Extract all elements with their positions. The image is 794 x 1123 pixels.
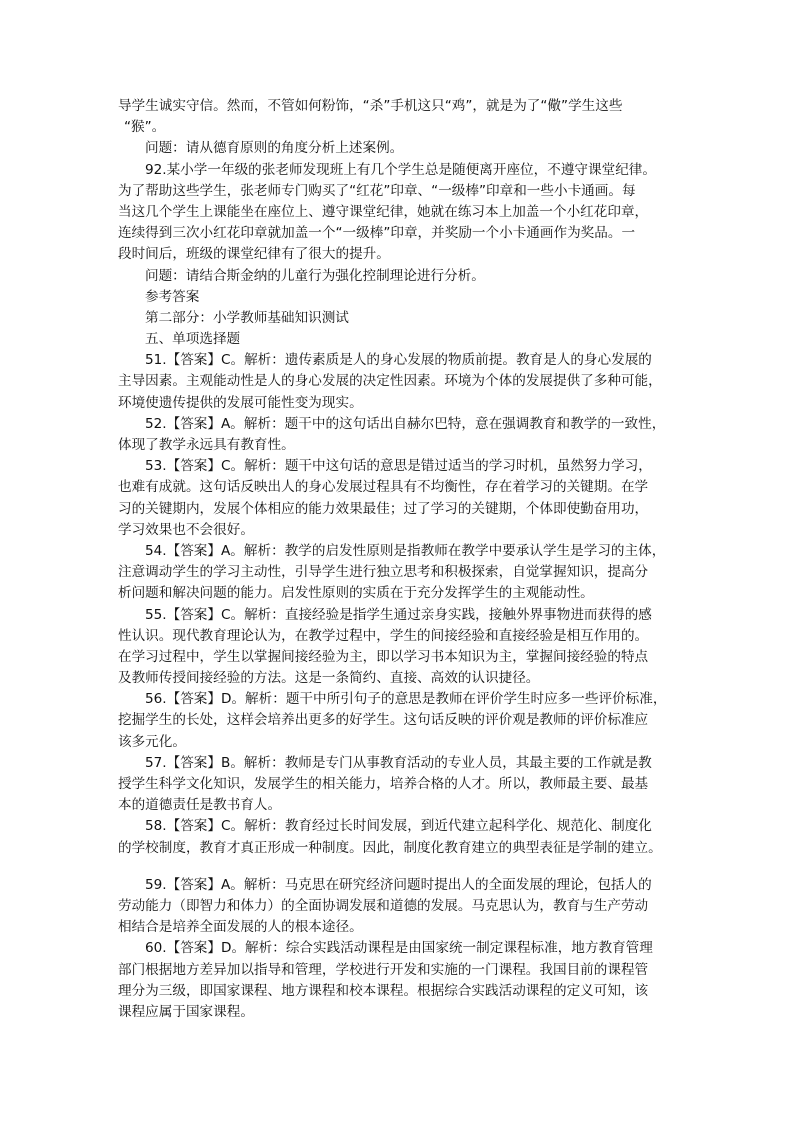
text-line: 导学生诚实守信。然而，不管如何粉饰，“杀”手机这只“鸡”，就是为了“儆”学生这些 bbox=[118, 98, 623, 114]
paragraph bbox=[118, 938, 688, 1023]
paragraph bbox=[118, 308, 688, 329]
text-line: 54.【答案】A。解析：教学的启发性原则是指教师在教学中要承认学生是学习的主体， bbox=[145, 542, 666, 559]
text-line: 本的道德责任是教书育人。 bbox=[118, 797, 282, 814]
text-line: 挖掘学生的长处，这样会培养出更多的好学生。这句话反映的评价观是教师的评价标准应 bbox=[118, 712, 649, 729]
text-line: 第二部分：小学教师基础知识测试 bbox=[145, 309, 349, 326]
text-line: 连续得到三次小红花印章就加盖一个“一级棒”印章，并奖励一个小卡通画作为奖品。一 bbox=[118, 225, 636, 242]
text-line: 为了帮助这些学生，张老师专门购买了“红花”印章、“一级棒”印章和一些小卡通画。每 bbox=[118, 182, 636, 199]
paragraph bbox=[118, 456, 688, 541]
text-line: 授学生科学文化知识，发展学生的相关能力，培养合格的人才。所以，教师最主要、最基 bbox=[118, 776, 649, 792]
paragraph bbox=[118, 816, 688, 858]
paragraph bbox=[118, 414, 688, 456]
text-line: 56.【答案】D。解析：题干中所引句子的意思是教师在评价学生时应多一些评价标准， bbox=[145, 691, 667, 708]
text-line: 问题：请结合斯金纳的儿童行为强化控制理论进行分析。 bbox=[145, 267, 485, 284]
paragraph bbox=[118, 160, 688, 266]
paragraph bbox=[118, 605, 688, 690]
text-line: 劳动能力（即智力和体力）的全面协调发展和道德的发展。马克思认为，教育与生产劳动 bbox=[118, 897, 649, 914]
text-line: 60.【答案】D。解析：综合实践活动课程是由国家统一制定课程标准，地方教育管理 bbox=[145, 940, 653, 957]
text-line: 段时间后，班级的课堂纪律有了很大的提升。 bbox=[118, 246, 390, 263]
text-line: 也难有成就。这句话反映出人的身心发展过程具有不均衡性，存在着学习的关键期。在学 bbox=[118, 479, 649, 496]
paragraph bbox=[118, 329, 688, 350]
text-line: 在学习过程中，学生以掌握间接经验为主，即以学习书本知识为主，掌握间接经验的特点 bbox=[118, 648, 649, 665]
text-line: 58.【答案】C。解析：教育经过长时间发展，到近代建立起科学化、规范化、制度化 bbox=[145, 818, 652, 835]
paragraph bbox=[118, 875, 688, 939]
text-line: 53.【答案】C。解析：题干中这句话的意思是错过适当的学习时机，虽然努力学习， bbox=[145, 458, 652, 475]
text-line: 注意调动学生的学习主动性，引导学生进行独立思考和积极探索，自觉掌握知识，提高分 bbox=[118, 564, 649, 581]
paragraph bbox=[118, 541, 688, 605]
paragraph bbox=[118, 287, 688, 308]
text-line: 问题：请从德育原则的角度分析上述案例。 bbox=[145, 140, 404, 157]
text-line: 习的关键期内，发展个体相应的能力效果最佳；过了学习的关键期，个体即使勤奋用功， bbox=[118, 500, 649, 517]
text-line: 的学校制度，教育才真正形成一种制度。因此，制度化教育建立的典型表征是学制的建立。 bbox=[118, 839, 662, 856]
text-line: 析问题和解决问题的能力。启发性原则的实质在于充分发挥学生的主观能动性。 bbox=[118, 585, 594, 602]
paragraph bbox=[118, 753, 688, 817]
text-line: 课程应属于国家课程。 bbox=[118, 1003, 254, 1020]
text-line: 体现了教学永远具有教育性。 bbox=[118, 437, 295, 453]
text-line: 环境使遗传提供的发展可能性变为现实。 bbox=[118, 394, 363, 411]
text-line: 主导因素。主观能动性是人的身心发展的决定性因素。环境为个体的发展提供了多种可能， bbox=[118, 373, 662, 390]
text-line: 52.【答案】A。解析：题干中的这句话出自赫尔巴特，意在强调教育和教学的一致性， bbox=[145, 415, 666, 432]
paragraph bbox=[118, 266, 688, 287]
text-line: 相结合是培养全面发展的人的根本途径。 bbox=[118, 919, 363, 936]
paragraph bbox=[118, 689, 688, 753]
text-line: 57.【答案】B。解析：教师是专门从事教育活动的专业人员，其最主要的工作就是教 bbox=[145, 754, 652, 771]
text-line: 92.某小学一年级的张老师发现班上有几个学生总是随便离开座位，不遵守课堂纪律。 bbox=[145, 161, 656, 178]
text-line: 及教师传授间接经验的方法。这是一条简约、直接、高效的认识捷径。 bbox=[118, 670, 540, 687]
paragraph bbox=[118, 96, 688, 138]
document-page bbox=[118, 96, 688, 1023]
text-line: 51.【答案】C。解析：遗传素质是人的身心发展的物质前提。教育是人的身心发展的 bbox=[145, 352, 652, 369]
text-line: 参考答案 bbox=[145, 288, 200, 305]
text-line: 学习效果也不会很好。 bbox=[118, 521, 254, 538]
paragraph bbox=[118, 350, 688, 414]
text-line: “猴”。 bbox=[124, 119, 166, 136]
paragraph bbox=[118, 138, 688, 159]
text-line: 55.【答案】C。解析：直接经验是指学生通过亲身实践，接触外界事物进而获得的感 bbox=[145, 606, 652, 623]
text-line: 五、单项选择题 bbox=[145, 331, 241, 348]
text-line: 59.【答案】A。解析：马克思在研究经济问题时提出人的全面发展的理论，包括人的 bbox=[145, 876, 652, 893]
text-line: 性认识。现代教育理论认为，在教学过程中，学生的间接经验和直接经验是相互作用的。 bbox=[118, 627, 649, 644]
text-line: 当这几个学生上课能坐在座位上、遵守课堂纪律，她就在练习本上加盖一个小红花印章， bbox=[118, 203, 649, 220]
text-line: 理分为三级，即国家课程、地方课程和校本课程。根据综合实践活动课程的定义可知，该 bbox=[118, 982, 649, 999]
text-line: 部门根据地方差异加以指导和管理，学校进行开发和实施的一门课程。我国目前的课程管 bbox=[118, 961, 649, 978]
text-line: 该多元化。 bbox=[118, 733, 186, 750]
